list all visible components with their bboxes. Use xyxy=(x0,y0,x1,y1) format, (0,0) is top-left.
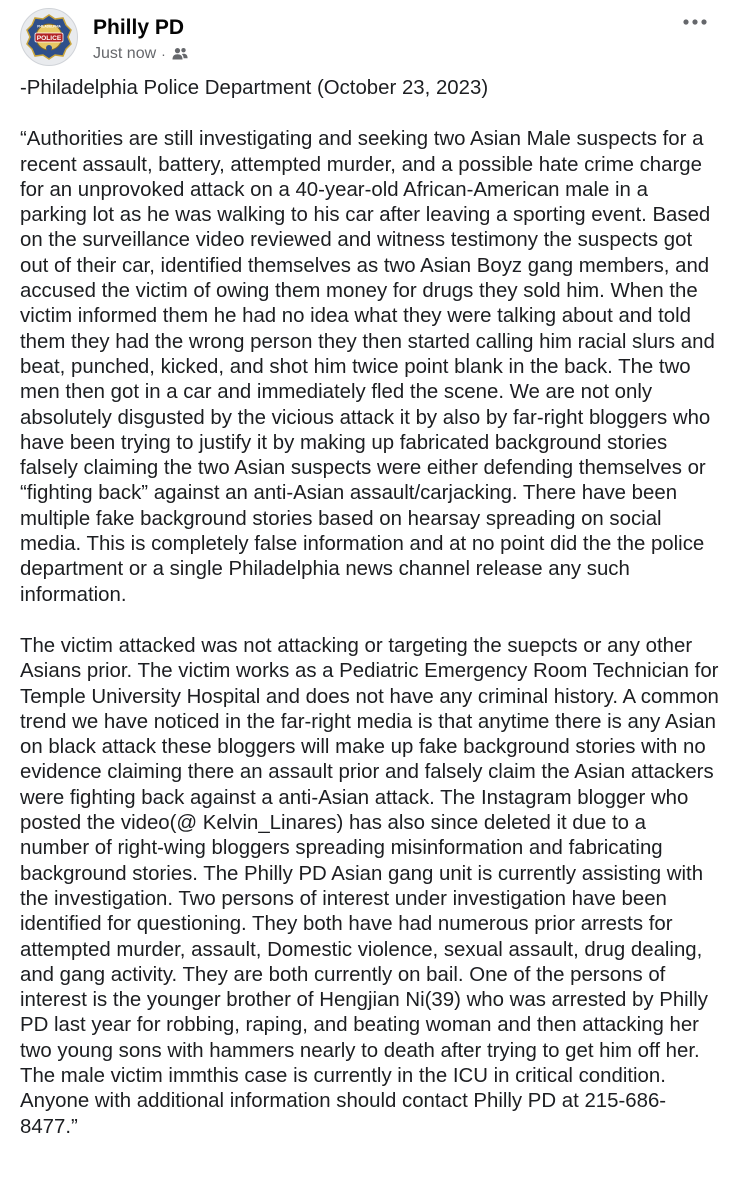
friends-icon[interactable] xyxy=(172,47,188,61)
avatar[interactable] xyxy=(20,8,78,66)
post-header xyxy=(20,8,720,68)
more-options-button[interactable] xyxy=(678,10,712,34)
avatar-badge-text: POLICE xyxy=(36,35,62,43)
page-name[interactable]: Philly PD xyxy=(93,16,185,39)
post-timestamp[interactable]: Just now xyxy=(93,45,157,62)
post-paragraph-2: The victim attacked was not attacking or targeting the suepcts or any other Asians prior. The victim works as a Pediatric Emergency Room Technician for Temple University Hospital and does not have any criminal history. A common trend we have noticed in the far-right media is that anytime there is any Asian on black attack these bloggers will make up fake background stories with no evidence claiming there an assault prior and falsely claim the Asian attackers were fighting back against a anti-Asian attack. The Instagram blogger who posted the video(@ Kelvin_Linares) has also since deleted it due to a number of right-wing bloggers spreading misinformation and fabricating background stories. The Philly PD Asian gang unit is currently assisting with the investigation. Two persons of interest under investigation have been identified for questioning. They both have had numerous prior arrests for attempted murder, assault, Domestic violence, sexual assault, drug dealing, and gang activity. They are both currently on bail. One of the persons of interest is the younger brother of Hengjian Ni(39) who was arrested by Philly PD last year for robbing, raping, and beating woman and then attacking her two young sons with hammers nearly to death after trying to get him off her. The male victim immthis case is currently in the ICU in critical condition. Anyone with additional information should contact Philly PD at 215-686-8477.” xyxy=(20,634,719,1138)
post-body xyxy=(20,76,720,1140)
avatar-top-text: PHILADELPHIA xyxy=(37,24,61,29)
police-badge-icon xyxy=(24,12,74,62)
post-paragraph-1: “Authorities are still investigating and seeking two Asian Male suspects for a recent assault, battery, attempted murder, and a possible hate crime charge for an unprovoked attack on a 40-year-old African-American male in a parking lot as he was walking to his car after leaving a sporting event. Based on the surveillance video reviewed and witness testimony the suspects got out of their car, identified themselves as two Asian Boyz gang members, and accused the victim of owing them money for drugs they sold him. When the victim informed them he had no idea what they were talking about and told them they had the wrong person they then started calling him racial slurs and beat, punched, kicked, and shot him twice point blank in the back. The two men then got in a car and immediately fled the scene. We are not only absolutely disgusted by the vicious attack it by also by far-right bloggers who have been trying to justify it by making up fabricated background stories falsely claiming the two Asian suspects were either defending themselves or “fighting back” against an anti-Asian assault/carjacking. There have been multiple fake background stories based on hearsay spreading on social media. This is completely false information and at no point did the the police department or a single Philadelphia news channel release any such information. xyxy=(20,128,715,606)
more-horizontal-icon xyxy=(682,18,708,26)
post-byline: -Philadelphia Police Department (October 23, 2023) xyxy=(20,77,489,99)
meta-separator: · xyxy=(161,46,166,62)
post-meta xyxy=(93,45,188,63)
